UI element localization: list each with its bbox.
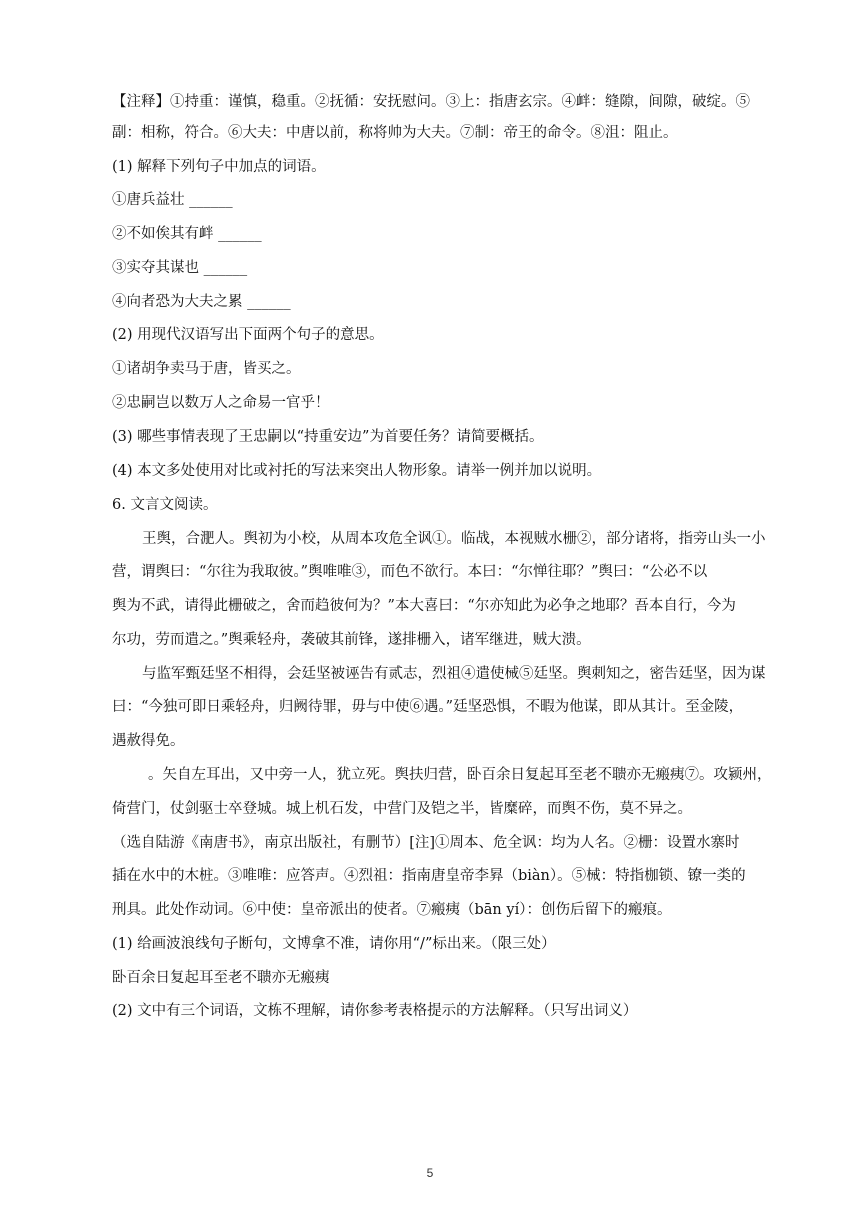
question-4-prompt: (4) 本文多处使用对比或衬托的写法来突出人物形象。请举一例并加以说明。 <box>112 463 602 479</box>
source-note-line-2: 插在水中的木桩。③唯唯：应答声。④烈祖：指南唐皇帝李昪（biàn）。⑤械：特指枷锁、镣一类的 <box>112 868 746 884</box>
section-6-question-1-sentence: 卧百余日复起耳至老不聩亦无瘢痍 <box>112 970 330 986</box>
passage-p2-line-1: 与监军甄廷坚不相得，会廷坚被诬告有贰志，烈祖④遣使械⑤廷坚。舆刺知之，密告廷坚，因为谋 <box>142 666 766 682</box>
question-1-item-1: ①唐兵益壮 ______ <box>112 192 233 208</box>
section-6-question-1: (1) 给画波浪线句子断句，文博拿不准，请你用“/”标出来。（限三处） <box>112 936 556 952</box>
question-2-item-2: ②忠嗣岂以数万人之命易一官乎！ <box>112 395 330 411</box>
passage-p1-line-1: 王舆，合淝人。舆初为小校，从周本攻危全讽①。临战，本视贼水栅②，部分诸将，指旁山头一小 <box>142 531 766 547</box>
passage-p2-line-2: 曰：“今独可即日乘轻舟，归阙待罪，毋与中使⑥遇。”廷坚恐惧，不暇为他谋，即从其计。至金陵， <box>112 699 744 715</box>
passage-p1-line-4: 尔功，劳而遣之。”舆乘轻舟，袭破其前锋，遂排栅入，诸军继进，贼大溃。 <box>112 632 591 648</box>
question-1-item-2: ②不如俟其有衅 ______ <box>112 226 262 242</box>
source-note-line-1: （选自陆游《南唐书》，南京出版社，有删节）[注]①周本、危全讽：均为人名。②栅：设置水寨时 <box>112 835 740 851</box>
source-note-line-3: 刑具。此处作动词。⑥中使：皇帝派出的使者。⑦瘢痍（bān yí）：创伤后留下的瘢痕。 <box>112 902 672 918</box>
passage-p3-line-1: 。矢自左耳出，又中旁一人，犹立死。舆扶归营，卧百余日复起耳至老不聩亦无瘢痍⑦。攻颍州， <box>148 767 772 783</box>
question-1-item-4: ④向者恐为大夫之累 ______ <box>112 294 291 310</box>
question-1-item-3: ③实夺其谋也 ______ <box>112 260 248 276</box>
question-1-prompt: (1) 解释下列句子中加点的词语。 <box>112 159 326 175</box>
annotation-line-2: 副：相称，符合。⑥大夫：中唐以前，称将帅为大夫。⑦制：帝王的命令。⑧沮：阻止。 <box>112 125 678 141</box>
question-3-prompt: (3) 哪些事情表现了王忠嗣以“持重安边”为首要任务？请简要概括。 <box>112 429 544 445</box>
page-number: 5 <box>426 1166 434 1180</box>
passage-p1-line-2: 营，谓舆曰：“尔往为我取彼。”舆唯唯③，而色不欲行。本曰：“尔惮往耶？”舆曰：“公必不以 <box>112 564 708 580</box>
annotation-line-1: 【注释】①持重：谨慎，稳重。②抚循：安抚慰问。③上：指唐玄宗。④衅：缝隙，间隙，破绽。⑤ <box>112 94 750 110</box>
passage-p2-line-3: 遇赦得免。 <box>112 733 185 749</box>
passage-p3-line-2: 倚营门，仗剑驱士卒登城。城上机石发，中营门及铠之半，皆糜碎，而舆不伤，莫不异之。 <box>112 801 692 817</box>
section-6-question-2: (2) 文中有三个词语，文栋不理解，请你参考表格提示的方法解释。（只写出词义） <box>112 1003 638 1019</box>
question-2-prompt: (2) 用现代汉语写出下面两个句子的意思。 <box>112 327 384 343</box>
question-2-item-1: ①诸胡争卖马于唐，皆买之。 <box>112 361 301 377</box>
section-6-heading: 6. 文言文阅读。 <box>112 497 218 513</box>
passage-p1-line-3: 舆为不武，请得此栅破之，舍而趋彼何为？”本大喜曰：“尔亦知此为必争之地耶？吾本自行，今为 <box>112 598 736 614</box>
